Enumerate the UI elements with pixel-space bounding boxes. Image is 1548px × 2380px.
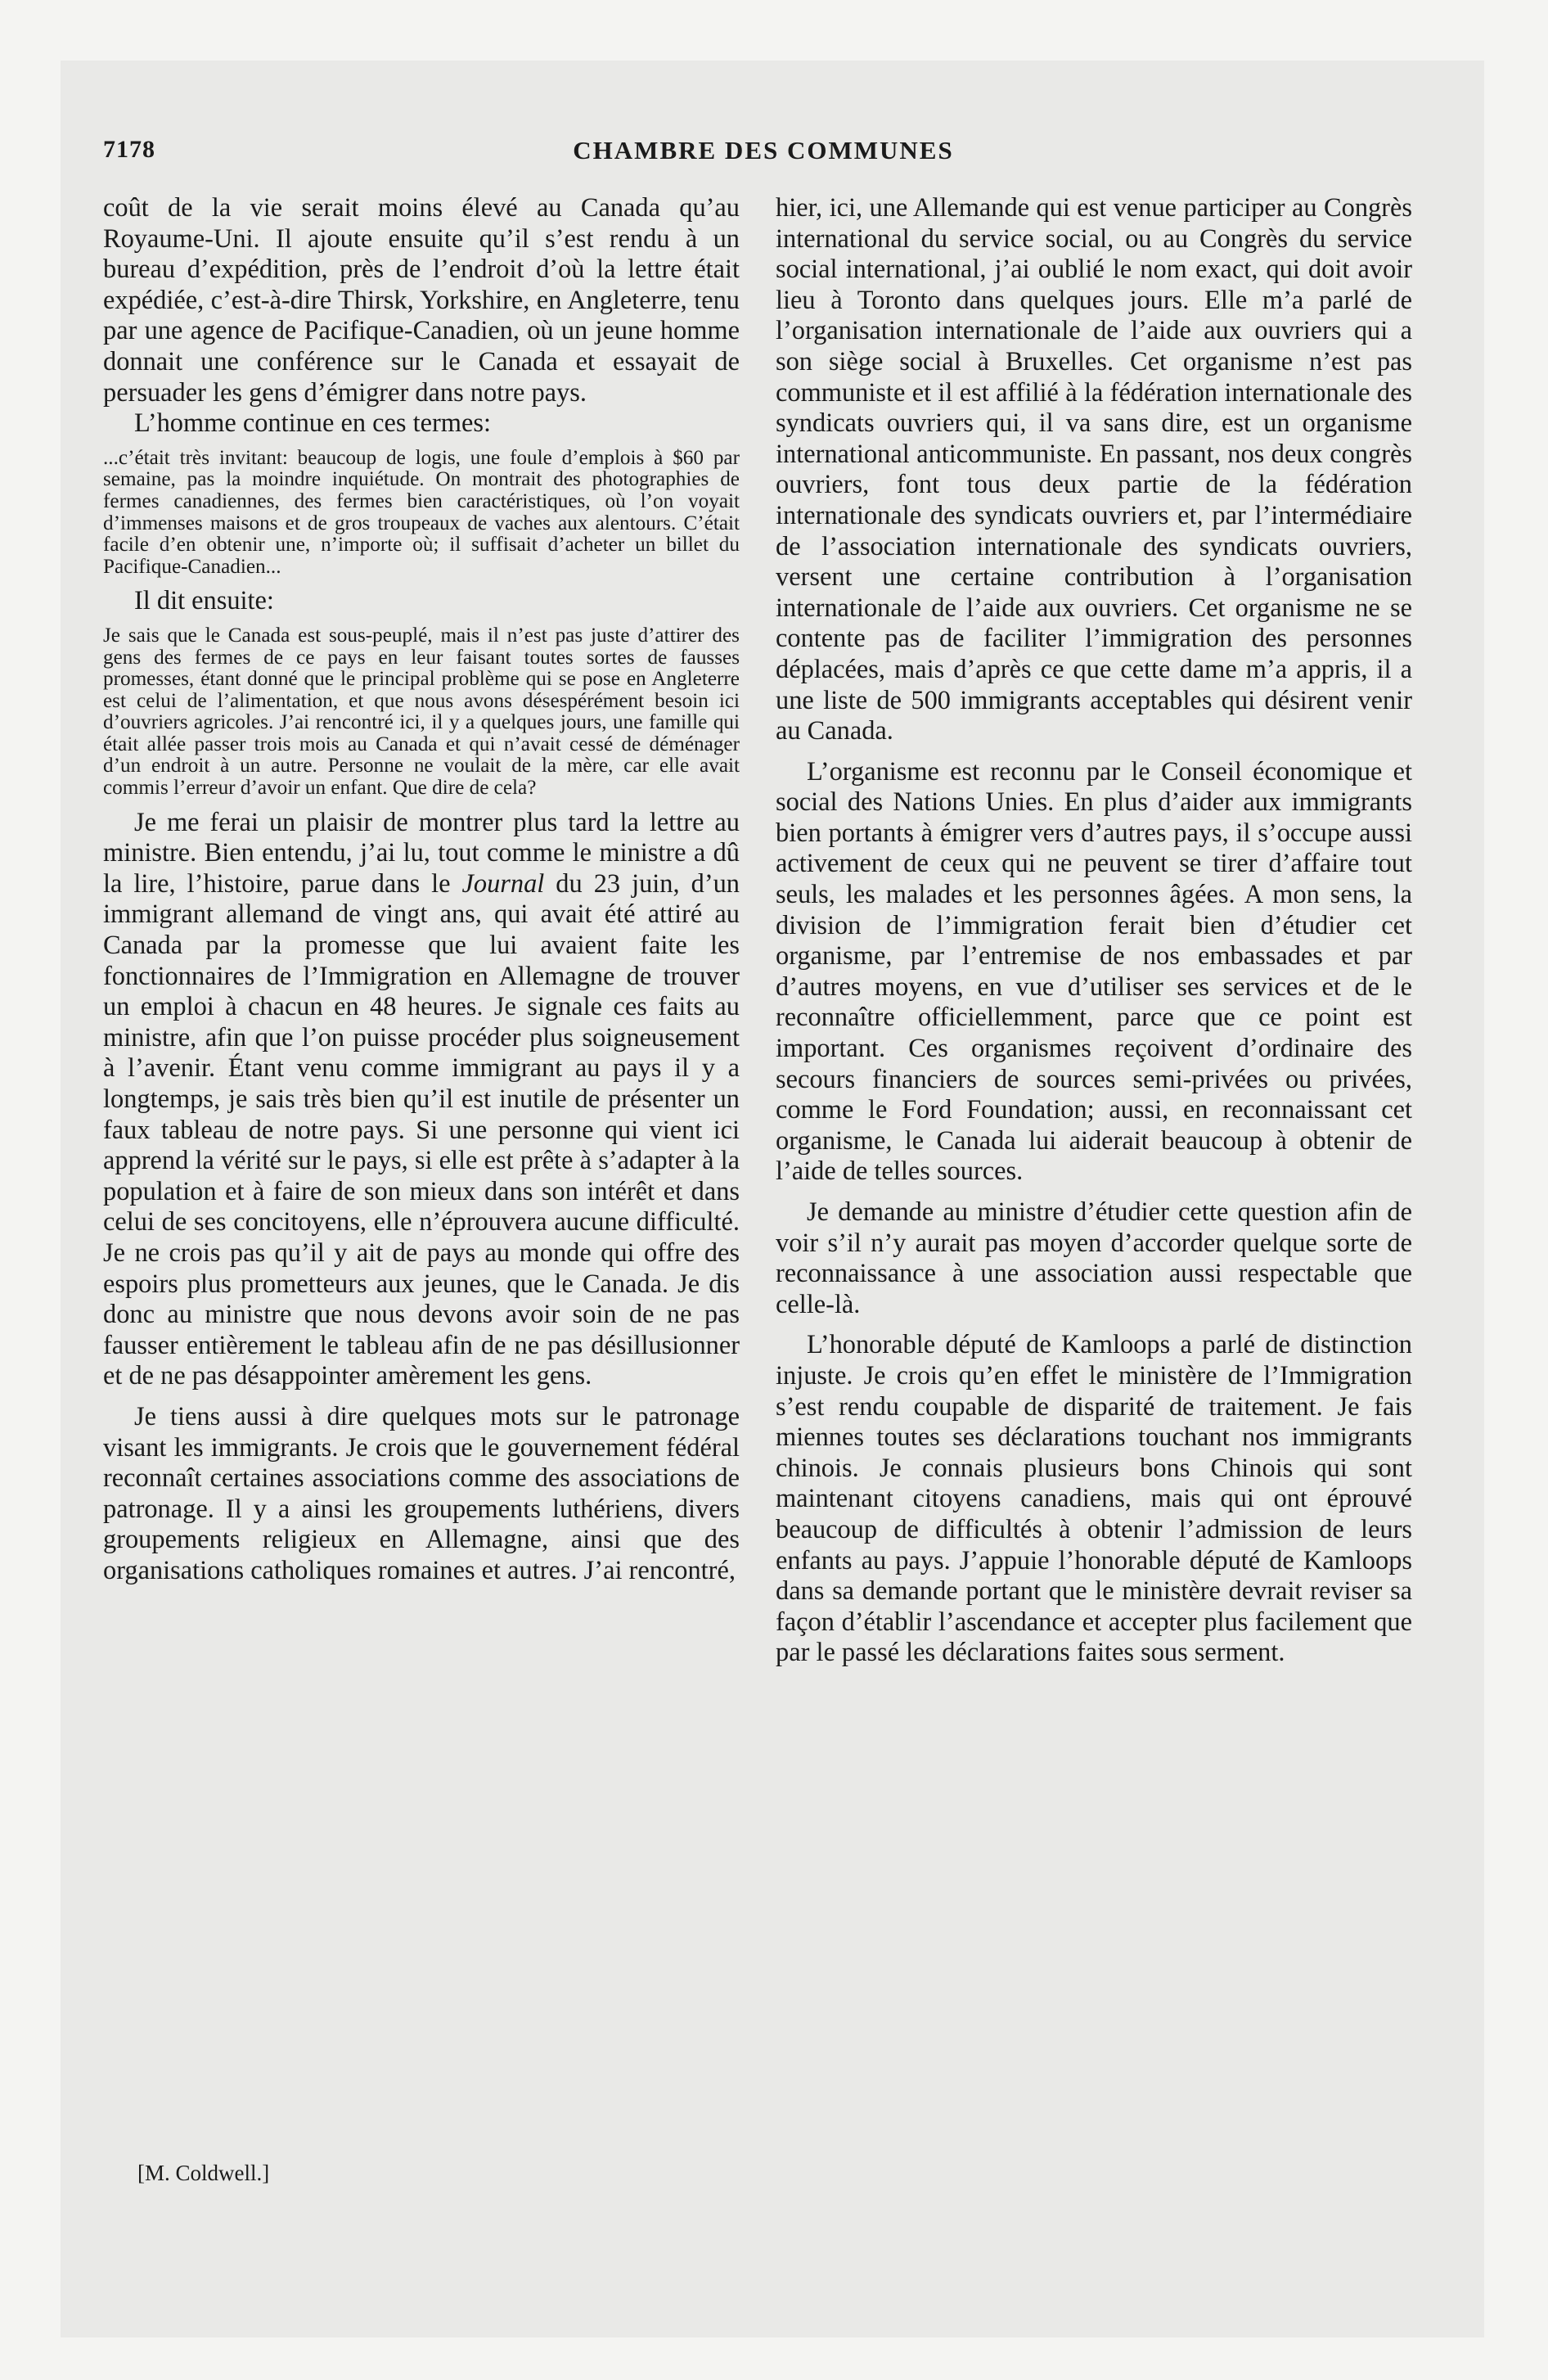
paragraph: L’organisme est reconnu par le Conseil économique et social des Nations Unies. En plus d’aider aux immigrants bien portants à émigrer vers d’autres pays, il s’occupe aussi activement de ceux qui ne peuvent se tirer d’affaire tout seuls, les malades et les personnes âgées. A mon sens, la division de l’immigration ferait bien d’étudier cet organisme, par l’entremise de nos embassades et par d’autres moyens, en vue d’utiliser ses services et de le reconnaître officiellemment, parce que ce point est important. Ces organismes reçoivent d’ordinaire des secours financiers de sources semi-privées ou privées, comme le Ford Foundation; aussi, en reconnaissant cet organisme, le Canada lui aiderait beaucoup à obtenir de l’aide de telles sources. [776, 756, 1412, 1187]
quote-text: Je sais que le Canada est sous-peuplé, mais il n’est pas juste d’attirer des gens des fermes de ce pays en leur faisant toutes sortes de fausses promesses, étant donné que le principal problème qui se pose en Angleterre est celui de l’alimentation, et que nous avons désespérément besoin ici d’ouvriers agricoles. J’ai rencontré ici, il y a quelques jours, une famille qui était allée passer trois mois au Canada et qui n’avait cessé de déménager d’un endroit à un autre. Personne ne voulait de la mère, car elle avait commis l’erreur d’avoir un enfant. Que dire de cela? [103, 624, 740, 800]
speaker-attribution: [M. Coldwell.] [137, 2161, 270, 2185]
paragraph: hier, ici, une Allemande qui est venue participer au Congrès international du service social, ou au Congrès du service social international, j’ai oublié le nom exact, qui doit avoir lieu à Toronto dans quelques jours. Elle m’a parlé de l’organisation internationale de l’aide aux ouvriers qui a son siège social à Bruxelles. Cet organisme n’est pas communiste et il est affilié à la fédération internationale des syndicats ouvriers qui, il va sans dire, est un organisme international anticommuniste. En passant, nos deux congrès ouvriers, font tous deux partie de la fédération internationale des syndicats ouvriers et, par l’intermédiaire de l’association internationale des syndicats ouvriers, versent une certaine contribution à l’organisation internationale de l’aide aux ouvriers. Cet organisme ne se contente pas de faciliter l’immigration des personnes déplacées, mais d’après ce que cette dame m’a appris, il a une liste de 500 immigrants acceptables qui désirent venir au Canada. [776, 193, 1412, 746]
running-head: CHAMBRE DES COMMUNES [573, 136, 954, 165]
left-column [103, 193, 740, 1587]
paragraph-text: Je me ferai un plaisir de montrer plus tard la lettre au ministre. Bien entendu, j’ai lu, tout comme le ministre a dû la lire, l’histoire, parue dans le [103, 807, 740, 899]
page-header [103, 136, 1424, 174]
paragraph: Il dit ensuite: [134, 586, 274, 616]
page-number: 7178 [103, 136, 155, 163]
paragraph: Je demande au ministre d’étudier cette question afin de voir s’il n’y aurait pas moyen d’accorder quelque sorte de reconnaissance à une association aussi respectable que celle-là. [776, 1197, 1412, 1319]
paragraph [103, 808, 740, 1392]
right-column [776, 193, 1412, 1669]
block-quote [103, 625, 740, 800]
quote-text: ...c’était très invitant: beaucoup de logis, une foule d’emplois à $60 par semaine, pas la moindre inquiétude. On montrait des photographies de fermes canadiennes, des fermes bien caractéristiques, où l’on voyait d’immenses maisons et de gros troupeaux de vaches aux alentours. C’était facile d’en obtenir une, n’importe où; il suffisait d’acheter un billet du Pacifique-Canadien... [103, 446, 740, 578]
journal-title: Journal [461, 868, 545, 899]
paragraph-text: du 23 juin, d’un immigrant allemand de vingt ans, qui avait été attiré au Canada par la promesse que lui avaient faite les fonctionnaires de l’Immigration en Allemagne de trouver un emploi à chacun en 48 heures. Je signale ces faits au ministre, afin que l’on puisse procéder plus soigneusement à l’avenir. Étant venu comme immigrant au pays il y a longtemps, je sais très bien qu’il est inutile de présenter un faux tableau de notre pays. Si une personne qui vient ici apprend la vérité sur le pays, si elle est prête à s’adapter à la population et à faire de son mieux dans son intérêt et dans celui de ses concitoyens, elle n’éprouvera aucune difficulté. Je ne crois pas qu’il y ait de pays au monde qui offre des espoirs plus prometteurs aux jeunes, que le Canada. Je dis donc au ministre que nous devons avoir soin de ne pas fausser entièrement le tableau afin de ne pas désillusionner et de ne pas désappointer amèrement les gens. [103, 868, 740, 1391]
paragraph: L’homme continue en ces termes: [134, 408, 491, 439]
block-quote [103, 448, 740, 579]
paragraph: coût de la vie serait moins élevé au Canada qu’au Royaume-Uni. Il ajoute ensuite qu’il s’est rendu à un bureau d’expédition, près de l’endroit d’où la lettre était expédiée, c’est-à-dire Thirsk, Yorkshire, en Angleterre, tenu par une agence de Pacifique-Canadien, où un jeune homme donnait une conférence sur le Canada et essayait de persuader les gens d’émigrer dans notre pays. [103, 193, 740, 408]
paragraph: Je tiens aussi à dire quelques mots sur le patronage visant les immigrants. Je crois que le gouvernement fédéral reconnaît certaines associations comme des associations de patronage. Il y a ainsi les groupements luthériens, divers groupements religieux en Allemagne, ainsi que des organisations catholiques romaines et autres. J’ai rencontré, [103, 1401, 740, 1585]
paragraph: L’honorable député de Kamloops a parlé de distinction injuste. Je crois qu’en effet le ministère de l’Immigration s’est rendu coupable de disparité de traitement. Je fais miennes toutes ses déclarations touchant nos immigrants chinois. Je connais plusieurs bons Chinois qui sont maintenant citoyens canadiens, mais qui ont éprouvé beaucoup de difficultés à obtenir l’admission de leurs enfants au pays. J’appuie l’honorable député de Kamloops dans sa demande portant que le ministère devrait reviser sa façon d’établir l’ascendance et accepter plus facilement que par le passé les déclarations faites sous serment. [776, 1330, 1412, 1668]
